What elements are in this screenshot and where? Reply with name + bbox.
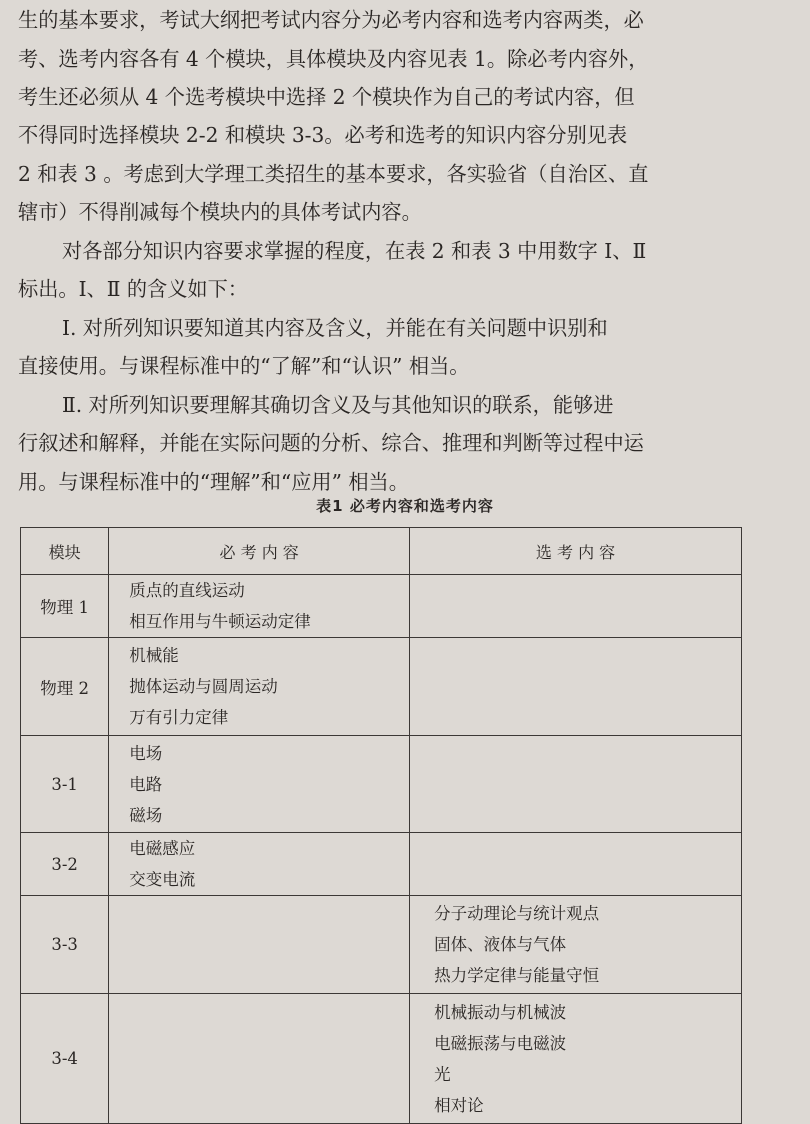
header-required: 必 考 内 容 — [109, 528, 410, 575]
elective-cell — [410, 575, 742, 638]
paragraph-line: 标出。Ⅰ、Ⅱ 的含义如下： — [18, 277, 248, 301]
required-item: 万有引力定律 — [129, 708, 229, 727]
elective-item: 分子动理论与统计观点 — [434, 904, 600, 923]
elective-item: 热力学定律与能量守恒 — [434, 966, 600, 985]
elective-cell — [410, 896, 742, 994]
required-item: 交变电流 — [129, 870, 196, 889]
paragraph-line: 直接使用。与课程标准中的“了解”和“认识” 相当。 — [18, 354, 470, 378]
elective-item: 固体、液体与气体 — [434, 935, 567, 954]
paragraph-line: 对各部分知识内容要求掌握的程度，在表 2 和表 3 中用数字 Ⅰ、Ⅱ — [62, 239, 647, 263]
required-cell — [109, 896, 410, 994]
paragraph-line: 用。与课程标准中的“理解”和“应用” 相当。 — [18, 470, 409, 494]
required-item: 电磁感应 — [129, 839, 196, 858]
module-cell: 物理 1 — [21, 575, 109, 638]
paragraph-line: 考生还必须从 4 个选考模块中选择 2 个模块作为自己的考试内容，但 — [18, 85, 635, 109]
module-cell: 3-4 — [21, 994, 109, 1124]
elective-item: 电磁振荡与电磁波 — [434, 1033, 567, 1053]
table-row — [21, 833, 742, 896]
table-row — [21, 736, 742, 833]
header-elective: 选 考 内 容 — [410, 528, 742, 575]
required-cell — [109, 833, 410, 896]
paragraph-line: Ⅱ. 对所列知识要理解其确切含义及与其他知识的联系，能够进 — [62, 393, 614, 417]
required-item: 磁场 — [129, 805, 163, 825]
paragraph-line: 行叙述和解释，并能在实际问题的分析、综合、推理和判断等过程中运 — [18, 431, 644, 455]
required-cell — [109, 736, 410, 833]
elective-cell — [410, 638, 742, 736]
module-cell: 3-2 — [21, 833, 109, 896]
required-item: 机械能 — [129, 646, 179, 665]
module-cell: 物理 2 — [21, 638, 109, 736]
elective-item: 光 — [434, 1064, 451, 1084]
paragraph-line: 辖市）不得削减每个模块内的具体考试内容。 — [18, 200, 422, 224]
table-header-row — [21, 528, 742, 575]
table-row — [21, 994, 742, 1124]
module-cell: 3-3 — [21, 896, 109, 994]
elective-item: 机械振动与机械波 — [434, 1002, 567, 1022]
required-item: 抛体运动与圆周运动 — [129, 677, 278, 696]
module-cell: 3-1 — [21, 736, 109, 833]
header-module: 模块 — [21, 528, 109, 575]
table-caption: 表1 必考内容和选考内容 — [316, 497, 494, 515]
elective-cell — [410, 994, 742, 1124]
elective-cell — [410, 833, 742, 896]
required-item: 质点的直线运动 — [129, 581, 245, 600]
elective-cell — [410, 736, 742, 833]
required-cell — [109, 575, 410, 638]
paragraph-line: 考、选考内容各有 4 个模块，具体模块及内容见表 1。除必考内容外， — [18, 47, 649, 71]
required-item: 电路 — [129, 774, 163, 794]
paragraph-line: 生的基本要求，考试大纲把考试内容分为必考内容和选考内容两类，必 — [18, 8, 644, 32]
paragraph-line: 不得同时选择模块 2-2 和模块 3-3。必考和选考的知识内容分别见表 — [18, 123, 628, 147]
table-row — [21, 896, 742, 994]
elective-item: 相对论 — [434, 1095, 484, 1115]
table-row — [21, 638, 742, 736]
required-item: 电场 — [129, 743, 163, 763]
paragraph-line: Ⅰ. 对所列知识要知道其内容及含义，并能在有关问题中识别和 — [62, 316, 608, 340]
module-table — [20, 527, 742, 1124]
required-cell — [109, 638, 410, 736]
required-item: 相互作用与牛顿运动定律 — [129, 612, 311, 631]
paragraph-line: 2 和表 3 。考虑到大学理工类招生的基本要求，各实验省（自治区、直 — [18, 162, 649, 186]
table-row — [21, 575, 742, 638]
required-cell — [109, 994, 410, 1124]
